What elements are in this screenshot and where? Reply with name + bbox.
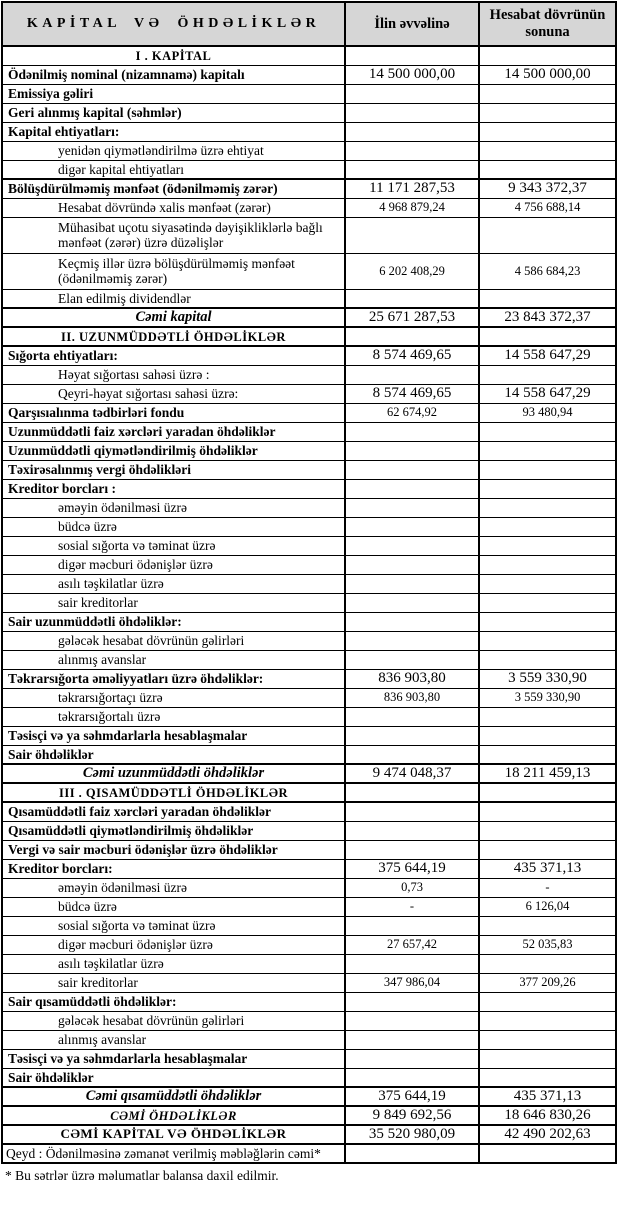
table-row [2,935,616,954]
row-label: Geri alınmış kapital (səhmlər) [2,103,345,122]
row-label: Qısamüddətli faiz xərcləri yaradan öhdəliklər [2,802,345,821]
table-row [2,1087,616,1106]
table-row [2,555,616,574]
value-end-of-period [479,46,616,65]
value-beginning-of-year [345,1144,479,1163]
value-end-of-period [479,916,616,935]
column-header-beginning-of-year: İlin əvvəlinə [345,2,479,46]
row-label: Təkrarsığorta əməliyyatları üzrə öhdəliklər: [2,669,345,688]
table-row [2,688,616,707]
table-row [2,612,616,631]
row-label: Sair öhdəliklər [2,1068,345,1087]
capital-liabilities-table [1,1,617,1164]
value-end-of-period [479,536,616,555]
table-row [2,669,616,688]
value-beginning-of-year [345,103,479,122]
row-label: Sair uzunmüddətli öhdəliklər: [2,612,345,631]
value-beginning-of-year: 375 644,19 [345,859,479,878]
row-label: təkrarsığortaçı üzrə [2,688,345,707]
row-label: gələcək hesabat dövrünün gəlirləri [2,631,345,650]
row-label: Təsisçi və ya səhmdarlarla hesablaşmalar [2,1049,345,1068]
value-beginning-of-year: 27 657,42 [345,935,479,954]
value-beginning-of-year [345,536,479,555]
value-end-of-period [479,593,616,612]
table-row [2,992,616,1011]
table-row [2,84,616,103]
value-beginning-of-year [345,555,479,574]
row-label: Qeyri-həyat sığortası sahəsi üzrə: [2,384,345,403]
value-end-of-period: - [479,878,616,897]
table-row [2,1011,616,1030]
row-label: Sair öhdəliklər [2,745,345,764]
row-label: gələcək hesabat dövrünün gəlirləri [2,1011,345,1030]
table-row [2,593,616,612]
table-row [2,745,616,764]
value-end-of-period: 14 558 647,29 [479,384,616,403]
table-row [2,384,616,403]
value-beginning-of-year [345,217,479,253]
row-label: Qısamüddətli qiymətləndirilmiş öhdəliklər [2,821,345,840]
table-row [2,327,616,346]
table-row [2,536,616,555]
value-beginning-of-year [345,783,479,802]
table-row [2,897,616,916]
value-beginning-of-year [345,916,479,935]
row-label: Bölüşdürülməmiş mənfəət (ödənilməmiş zərər) [2,179,345,198]
value-end-of-period: 4 756 688,14 [479,198,616,217]
value-end-of-period [479,498,616,517]
value-end-of-period: 6 126,04 [479,897,616,916]
table-row [2,441,616,460]
row-label: sair kreditorlar [2,973,345,992]
value-beginning-of-year [345,1030,479,1049]
value-end-of-period: 435 371,13 [479,1087,616,1106]
row-label: Ödənilmiş nominal (nizamnamə) kapitalı [2,65,345,84]
row-label: sosial sığorta və təminat üzrə [2,536,345,555]
column-header-end-of-period: Hesabat dövrünün sonuna [479,2,616,46]
value-beginning-of-year: 8 574 469,65 [345,346,479,365]
value-end-of-period: 42 490 202,63 [479,1125,616,1144]
value-beginning-of-year: 35 520 980,09 [345,1125,479,1144]
value-beginning-of-year [345,612,479,631]
row-label: digər məcburi ödənişlər üzrə [2,935,345,954]
value-end-of-period: 3 559 330,90 [479,688,616,707]
value-end-of-period [479,1011,616,1030]
table-row [2,308,616,327]
value-end-of-period [479,141,616,160]
row-label: CƏMİ KAPİTAL VƏ ÖHDƏLİKLƏR [2,1125,345,1144]
value-end-of-period [479,327,616,346]
value-end-of-period [479,821,616,840]
row-label: Kapital ehtiyatları: [2,122,345,141]
table-row [2,65,616,84]
table-row [2,726,616,745]
value-beginning-of-year [345,593,479,612]
value-end-of-period: 435 371,13 [479,859,616,878]
table-row [2,859,616,878]
value-beginning-of-year [345,840,479,859]
row-label: I . KAPİTAL [2,46,345,65]
table-row [2,479,616,498]
table-row [2,1030,616,1049]
value-end-of-period: 377 209,26 [479,973,616,992]
value-end-of-period: 52 035,83 [479,935,616,954]
table-row [2,954,616,973]
value-beginning-of-year [345,574,479,593]
row-label: Qarşısıalınma tədbirləri fondu [2,403,345,422]
value-end-of-period [479,122,616,141]
value-end-of-period [479,631,616,650]
value-beginning-of-year: 9 474 048,37 [345,764,479,783]
row-label: Elan edilmiş dividendlər [2,289,345,308]
value-beginning-of-year [345,631,479,650]
footnote-text: * Bu sətrlər üzrə məlumatlar balansa daxil edilmir. [5,1168,279,1183]
row-label: Keçmiş illər üzrə bölüşdürülməmiş mənfəət (ödənilməmiş zərər) [2,253,345,289]
table-row [2,460,616,479]
table-row [2,160,616,179]
value-beginning-of-year: 6 202 408,29 [345,253,479,289]
value-beginning-of-year [345,289,479,308]
column-header-capital-and-liabilities: KAPİTAL VƏ ÖHDƏLİKLƏR [2,2,345,46]
value-beginning-of-year: 836 903,80 [345,688,479,707]
value-end-of-period [479,1068,616,1087]
table-row [2,179,616,198]
value-end-of-period: 4 586 684,23 [479,253,616,289]
table-row [2,103,616,122]
table-row [2,821,616,840]
value-end-of-period [479,802,616,821]
value-end-of-period [479,707,616,726]
row-label: Mühasibat uçotu siyasətində dəyişikliklərlə bağlı mənfəət (zərər) üzrə düzəlişlər [2,217,345,253]
value-beginning-of-year [345,954,479,973]
value-end-of-period [479,84,616,103]
value-beginning-of-year [345,726,479,745]
table-row [2,783,616,802]
row-label: II. UZUNMÜDDƏTLİ ÖHDƏLİKLƏR [2,327,345,346]
row-label: alınmış avanslar [2,650,345,669]
row-label: təkrarsığortalı üzrə [2,707,345,726]
row-label: sosial sığorta və təminat üzrə [2,916,345,935]
value-beginning-of-year [345,441,479,460]
row-label: Təsisçi və ya səhmdarlarla hesablaşmalar [2,726,345,745]
value-beginning-of-year [345,141,479,160]
row-label: Qeyd : Ödənilməsinə zəmanət verilmiş məbləğlərin cəmi* [2,1144,345,1163]
value-beginning-of-year: 836 903,80 [345,669,479,688]
value-end-of-period [479,612,616,631]
value-end-of-period [479,954,616,973]
table-row [2,764,616,783]
table-row [2,365,616,384]
value-end-of-period: 18 646 830,26 [479,1106,616,1125]
value-end-of-period [479,479,616,498]
row-label: Uzunmüddətli qiymətləndirilmiş öhdəliklər [2,441,345,460]
value-beginning-of-year [345,1011,479,1030]
value-end-of-period [479,1144,616,1163]
value-beginning-of-year [345,479,479,498]
row-label: Cəmi kapital [2,308,345,327]
value-beginning-of-year [345,992,479,1011]
row-label: əməyin ödənilməsi üzrə [2,878,345,897]
row-label: asılı təşkilatlar üzrə [2,954,345,973]
value-end-of-period [479,289,616,308]
value-beginning-of-year [345,707,479,726]
row-label: Sığorta ehtiyatları: [2,346,345,365]
table-row [2,707,616,726]
table-row [2,802,616,821]
value-beginning-of-year: 25 671 287,53 [345,308,479,327]
value-beginning-of-year [345,1049,479,1068]
table-row [2,422,616,441]
row-label: sair kreditorlar [2,593,345,612]
value-beginning-of-year [345,802,479,821]
table-row [2,650,616,669]
table-row [2,1144,616,1163]
value-end-of-period [479,441,616,460]
row-label: Sair qısamüddətli öhdəliklər: [2,992,345,1011]
value-end-of-period: 3 559 330,90 [479,669,616,688]
value-end-of-period [479,217,616,253]
value-beginning-of-year [345,327,479,346]
row-label: əməyin ödənilməsi üzrə [2,498,345,517]
table-row [2,498,616,517]
table-row [2,840,616,859]
value-end-of-period [479,650,616,669]
table-row [2,217,616,253]
row-label: asılı təşkilatlar üzrə [2,574,345,593]
table-row [2,122,616,141]
value-end-of-period [479,992,616,1011]
value-beginning-of-year [345,160,479,179]
row-label: alınmış avanslar [2,1030,345,1049]
value-beginning-of-year: 11 171 287,53 [345,179,479,198]
value-end-of-period [479,160,616,179]
row-label: III . QISAMÜDDƏTLİ ÖHDƏLİKLƏR [2,783,345,802]
value-beginning-of-year [345,1068,479,1087]
value-end-of-period: 14 558 647,29 [479,346,616,365]
table-row [2,46,616,65]
table-row [2,1125,616,1144]
table-row [2,1068,616,1087]
value-end-of-period [479,422,616,441]
table-row [2,1106,616,1125]
value-end-of-period [479,517,616,536]
value-end-of-period [479,1049,616,1068]
value-beginning-of-year: 375 644,19 [345,1087,479,1106]
value-beginning-of-year [345,821,479,840]
table-row [2,517,616,536]
row-label: Cəmi qısamüddətli öhdəliklər [2,1087,345,1106]
value-beginning-of-year [345,460,479,479]
value-beginning-of-year [345,498,479,517]
value-end-of-period [479,783,616,802]
row-label: digər məcburi ödənişlər üzrə [2,555,345,574]
value-end-of-period [479,103,616,122]
table-row [2,346,616,365]
value-beginning-of-year: 0,73 [345,878,479,897]
row-label: Cəmi uzunmüddətli öhdəliklər [2,764,345,783]
value-end-of-period: 18 211 459,13 [479,764,616,783]
row-label: CƏMİ ÖHDƏLİKLƏR [2,1106,345,1125]
value-beginning-of-year [345,517,479,536]
row-label: büdcə üzrə [2,517,345,536]
row-label: Emissiya gəliri [2,84,345,103]
value-beginning-of-year [345,122,479,141]
value-end-of-period [479,745,616,764]
value-beginning-of-year: 14 500 000,00 [345,65,479,84]
value-beginning-of-year: 9 849 692,56 [345,1106,479,1125]
value-end-of-period [479,726,616,745]
row-label: Həyat sığortası sahəsi üzrə : [2,365,345,384]
value-end-of-period [479,365,616,384]
table-row [2,1049,616,1068]
value-end-of-period [479,460,616,479]
value-beginning-of-year: - [345,897,479,916]
value-beginning-of-year [345,365,479,384]
value-end-of-period [479,840,616,859]
value-beginning-of-year: 347 986,04 [345,973,479,992]
table-row [2,289,616,308]
value-end-of-period: 93 480,94 [479,403,616,422]
value-beginning-of-year [345,422,479,441]
table-row [2,973,616,992]
table-row [2,253,616,289]
table-body [2,46,616,1163]
value-beginning-of-year: 4 968 879,24 [345,198,479,217]
row-label: büdcə üzrə [2,897,345,916]
value-end-of-period: 23 843 372,37 [479,308,616,327]
value-end-of-period [479,1030,616,1049]
value-beginning-of-year [345,84,479,103]
table-row [2,141,616,160]
table-row [2,631,616,650]
row-label: Kreditor borcları: [2,859,345,878]
row-label: digər kapital ehtiyatları [2,160,345,179]
table-row [2,916,616,935]
value-beginning-of-year: 62 674,92 [345,403,479,422]
row-label: Uzunmüddətli faiz xərcləri yaradan öhdəliklər [2,422,345,441]
table-row [2,574,616,593]
value-beginning-of-year [345,650,479,669]
table-row [2,403,616,422]
table-row [2,198,616,217]
value-end-of-period: 14 500 000,00 [479,65,616,84]
table-row [2,878,616,897]
value-beginning-of-year [345,46,479,65]
row-label: yenidən qiymətləndirilmə üzrə ehtiyat [2,141,345,160]
value-end-of-period [479,555,616,574]
value-beginning-of-year [345,745,479,764]
row-label: Vergi və sair məcburi ödənişlər üzrə öhdəliklər [2,840,345,859]
value-end-of-period: 9 343 372,37 [479,179,616,198]
row-label: Kreditor borcları : [2,479,345,498]
value-end-of-period [479,574,616,593]
row-label: Təxirəsalınmış vergi öhdəlikləri [2,460,345,479]
table-header-row [2,2,616,46]
value-beginning-of-year: 8 574 469,65 [345,384,479,403]
row-label: Hesabat dövründə xalis mənfəət (zərər) [2,198,345,217]
